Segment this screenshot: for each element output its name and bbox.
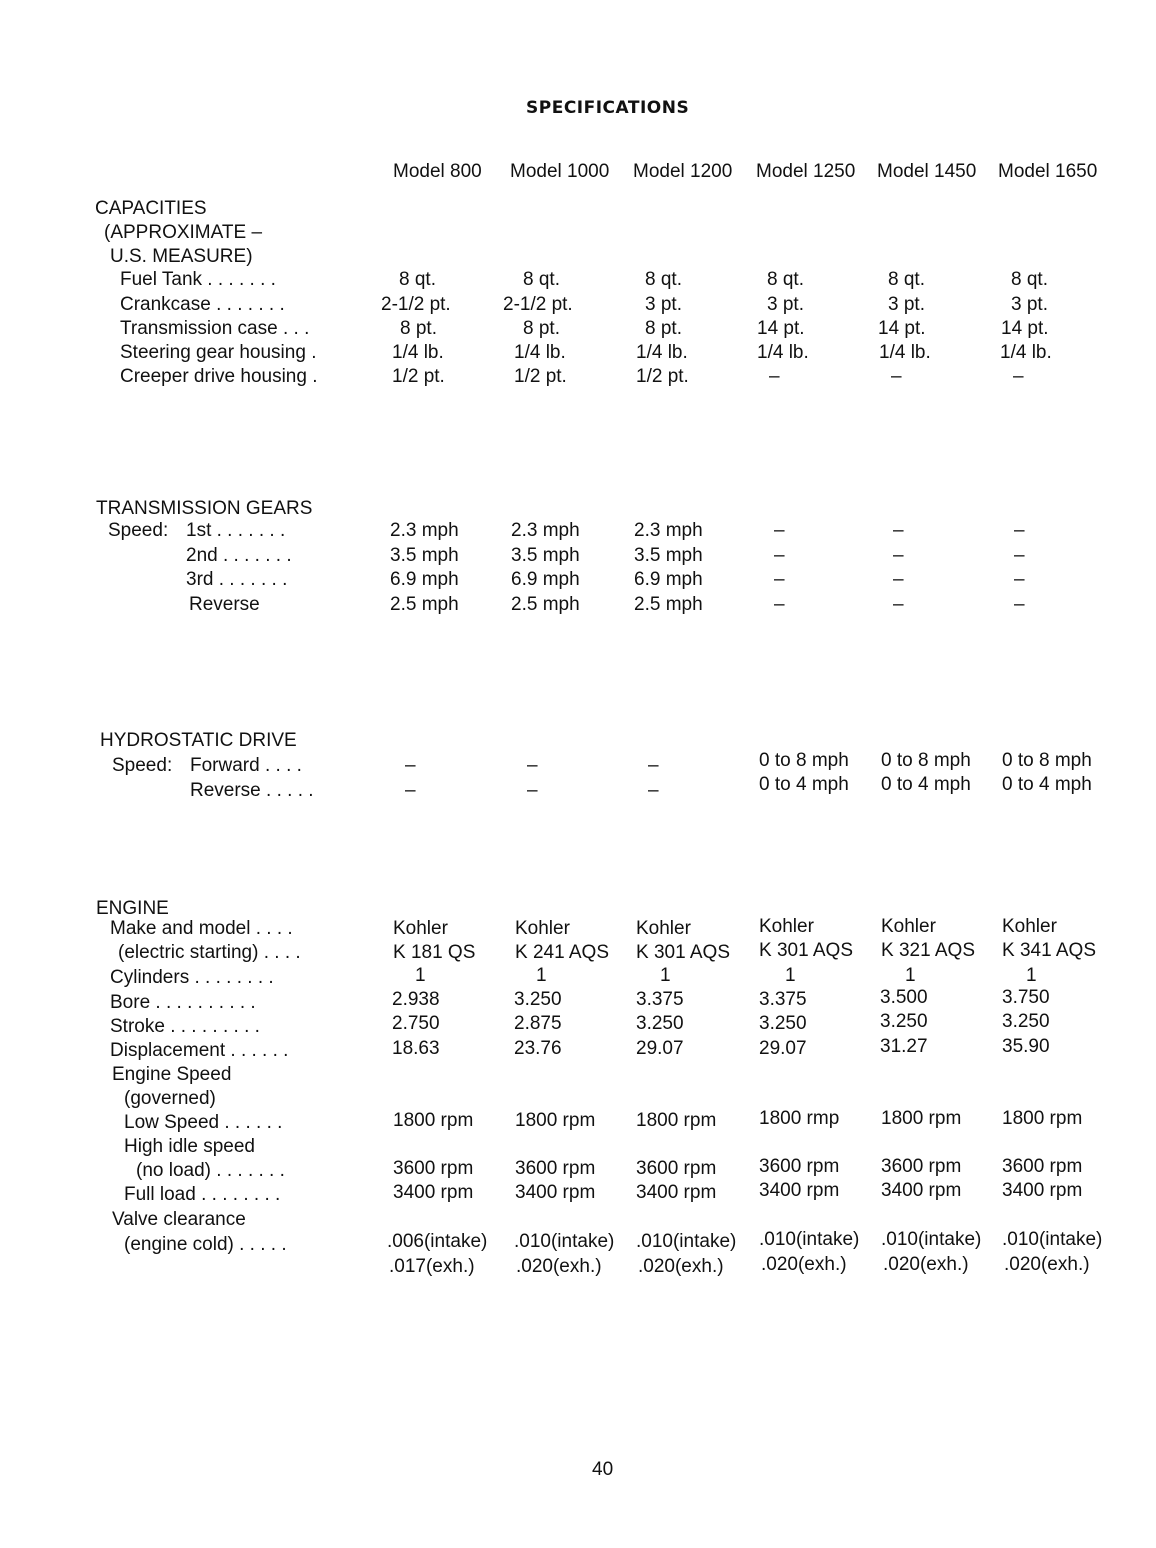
- spec-value: 3 pt.: [767, 294, 804, 315]
- spec-value: 2.5 mph: [634, 594, 703, 615]
- section-heading: HYDROSTATIC DRIVE: [100, 730, 297, 751]
- spec-value: 3.250: [759, 1013, 807, 1034]
- row-label: Reverse: [189, 594, 260, 615]
- spec-value: 2.938: [392, 989, 440, 1010]
- spec-value: Kohler: [636, 918, 691, 939]
- page-title: SPECIFICATIONS: [526, 98, 690, 118]
- spec-value: 1: [660, 965, 671, 986]
- row-label: Reverse . . . . .: [190, 780, 314, 801]
- spec-value: 2-1/2 pt.: [381, 294, 451, 315]
- spec-value: 6.9 mph: [390, 569, 459, 590]
- spec-value: –: [1014, 569, 1025, 590]
- spec-value: 8 qt.: [888, 269, 925, 290]
- spec-value: 2.875: [514, 1013, 562, 1034]
- spec-value: 3.375: [636, 989, 684, 1010]
- spec-value: 8 qt.: [767, 269, 804, 290]
- spec-value: .010(intake): [1002, 1229, 1103, 1250]
- spec-value: 1/4 lb.: [1000, 342, 1052, 363]
- section-heading: ENGINE: [96, 898, 169, 919]
- spec-value: K 301 AQS: [759, 940, 854, 961]
- row-label: Forward . . . .: [190, 755, 302, 776]
- spec-value: 3.250: [880, 1011, 928, 1032]
- page-number: 40: [592, 1459, 614, 1480]
- spec-value: Kohler: [1002, 916, 1057, 937]
- row-label: (governed): [124, 1088, 216, 1109]
- spec-value: .017(exh.): [389, 1256, 475, 1277]
- model-header: Model 800: [393, 161, 482, 182]
- spec-value: K 241 AQS: [515, 942, 610, 963]
- spec-value: 1800 rpm: [636, 1110, 717, 1131]
- spec-value: .020(exh.): [638, 1256, 724, 1277]
- spec-value: –: [774, 569, 785, 590]
- spec-value: 0 to 8 mph: [1002, 750, 1092, 771]
- spec-value: 14 pt.: [757, 318, 805, 339]
- spec-value: 18.63: [392, 1038, 440, 1059]
- spec-value: 0 to 4 mph: [881, 774, 971, 795]
- row-label: Cylinders . . . . . . . .: [110, 967, 274, 988]
- spec-value: 1800 rmp: [759, 1108, 840, 1129]
- spec-value: K 181 QS: [393, 942, 476, 963]
- spec-value: 6.9 mph: [511, 569, 580, 590]
- spec-value: 0 to 4 mph: [759, 774, 849, 795]
- section-subheading: U.S. MEASURE): [110, 246, 253, 267]
- spec-value: K 321 AQS: [881, 940, 976, 961]
- row-label: (no load) . . . . . . .: [136, 1160, 285, 1181]
- spec-value: 3.250: [1002, 1011, 1050, 1032]
- spec-value: 3.250: [636, 1013, 684, 1034]
- spec-value: 1/2 pt.: [636, 366, 689, 387]
- spec-value: 2.5 mph: [390, 594, 459, 615]
- spec-value: 3600 rpm: [515, 1158, 596, 1179]
- spec-value: 1: [536, 965, 547, 986]
- spec-value: 2-1/2 pt.: [503, 294, 573, 315]
- row-label: Low Speed . . . . . .: [124, 1112, 283, 1133]
- spec-value: 0 to 4 mph: [1002, 774, 1092, 795]
- spec-value: 1/4 lb.: [514, 342, 566, 363]
- spec-value: 1800 rpm: [881, 1108, 962, 1129]
- row-label: Transmission case . . .: [120, 318, 310, 339]
- spec-value: 3 pt.: [888, 294, 925, 315]
- spec-value: Kohler: [393, 918, 448, 939]
- spec-value: 1: [415, 965, 426, 986]
- spec-value: 1: [905, 965, 916, 986]
- spec-value: 31.27: [880, 1036, 928, 1057]
- model-header: Model 1650: [998, 161, 1098, 182]
- row-label: Steering gear housing .: [120, 342, 317, 363]
- spec-value: 1: [1026, 965, 1037, 986]
- spec-value: .010(intake): [881, 1229, 982, 1250]
- spec-value: 3400 rpm: [881, 1180, 962, 1201]
- row-label: Full load . . . . . . . .: [124, 1184, 281, 1205]
- spec-value: .020(exh.): [761, 1254, 847, 1275]
- spec-value: 8 qt.: [523, 269, 560, 290]
- row-label: Valve clearance: [112, 1209, 246, 1230]
- section-heading: TRANSMISSION GEARS: [96, 498, 313, 519]
- spec-value: .010(intake): [514, 1231, 615, 1252]
- spec-value: Kohler: [759, 916, 814, 937]
- spec-value: .010(intake): [636, 1231, 737, 1252]
- spec-value: K 341 AQS: [1002, 940, 1097, 961]
- spec-value: 3600 rpm: [881, 1156, 962, 1177]
- spec-value: –: [1013, 366, 1024, 387]
- spec-value: –: [769, 366, 780, 387]
- spec-value: 3400 rpm: [515, 1182, 596, 1203]
- spec-value: 2.3 mph: [511, 520, 580, 541]
- model-header: Model 1250: [756, 161, 856, 182]
- spec-value: –: [891, 366, 902, 387]
- spec-value: 1/2 pt.: [392, 366, 445, 387]
- spec-value: –: [893, 545, 904, 566]
- spec-value: 35.90: [1002, 1036, 1050, 1057]
- spec-value: 29.07: [759, 1038, 807, 1059]
- spec-value: 2.3 mph: [390, 520, 459, 541]
- spec-value: –: [893, 569, 904, 590]
- row-label: Creeper drive housing .: [120, 366, 318, 387]
- spec-value: 3.375: [759, 989, 807, 1010]
- spec-value: 1: [785, 965, 796, 986]
- spec-value: –: [1014, 520, 1025, 541]
- spec-value: 3.750: [1002, 987, 1050, 1008]
- spec-value: 3.5 mph: [390, 545, 459, 566]
- spec-value: 3600 rpm: [759, 1156, 840, 1177]
- spec-value: 1800 rpm: [515, 1110, 596, 1131]
- spec-value: 3400 rpm: [393, 1182, 474, 1203]
- spec-value: 14 pt.: [1001, 318, 1049, 339]
- spec-value: 8 qt.: [399, 269, 436, 290]
- spec-value: 8 qt.: [645, 269, 682, 290]
- spec-value: 3400 rpm: [1002, 1180, 1083, 1201]
- spec-value: –: [648, 780, 659, 801]
- row-label: Displacement . . . . . .: [110, 1040, 289, 1061]
- spec-value: 23.76: [514, 1038, 562, 1059]
- spec-value: –: [774, 594, 785, 615]
- row-label: (engine cold) . . . . .: [124, 1234, 287, 1255]
- spec-value: Kohler: [515, 918, 570, 939]
- spec-value: 2.750: [392, 1013, 440, 1034]
- spec-value: 1/4 lb.: [879, 342, 931, 363]
- row-label: Bore . . . . . . . . . .: [110, 992, 256, 1013]
- row-label: Stroke . . . . . . . . .: [110, 1016, 260, 1037]
- spec-value: .006(intake): [387, 1231, 488, 1252]
- model-header: Model 1200: [633, 161, 733, 182]
- spec-value: K 301 AQS: [636, 942, 731, 963]
- spec-value: Kohler: [881, 916, 936, 937]
- spec-value: 29.07: [636, 1038, 684, 1059]
- spec-value: –: [774, 520, 785, 541]
- speed-label: Speed:: [112, 755, 173, 776]
- spec-value: –: [648, 755, 659, 776]
- spec-value: –: [405, 755, 416, 776]
- section-heading: CAPACITIES: [95, 198, 207, 219]
- row-label: Make and model . . . .: [110, 918, 293, 939]
- spec-value: –: [405, 780, 416, 801]
- spec-value: 8 qt.: [1011, 269, 1048, 290]
- spec-value: 1/4 lb.: [636, 342, 688, 363]
- spec-value: 6.9 mph: [634, 569, 703, 590]
- spec-value: 14 pt.: [878, 318, 926, 339]
- spec-value: 3.5 mph: [511, 545, 580, 566]
- spec-value: 1/4 lb.: [757, 342, 809, 363]
- spec-value: 2.3 mph: [634, 520, 703, 541]
- spec-value: 8 pt.: [400, 318, 437, 339]
- spec-value: 3.250: [514, 989, 562, 1010]
- row-label: 1st . . . . . . .: [186, 520, 286, 541]
- row-label: 2nd . . . . . . .: [186, 545, 292, 566]
- spec-value: 1/4 lb.: [392, 342, 444, 363]
- spec-value: 0 to 8 mph: [759, 750, 849, 771]
- spec-value: –: [893, 520, 904, 541]
- spec-value: –: [527, 755, 538, 776]
- spec-value: –: [893, 594, 904, 615]
- spec-value: 3600 rpm: [636, 1158, 717, 1179]
- spec-value: 1/2 pt.: [514, 366, 567, 387]
- spec-value: –: [774, 545, 785, 566]
- spec-value: 3400 rpm: [636, 1182, 717, 1203]
- spec-value: 3600 rpm: [1002, 1156, 1083, 1177]
- row-label: (electric starting) . . . .: [118, 942, 301, 963]
- spec-value: 3 pt.: [645, 294, 682, 315]
- spec-value: 3 pt.: [1011, 294, 1048, 315]
- spec-value: 3.500: [880, 987, 928, 1008]
- model-header: Model 1000: [510, 161, 610, 182]
- speed-label: Speed:: [108, 520, 169, 541]
- spec-value: 1800 rpm: [1002, 1108, 1083, 1129]
- spec-value: .020(exh.): [883, 1254, 969, 1275]
- row-label: High idle speed: [124, 1136, 255, 1157]
- spec-value: .010(intake): [759, 1229, 860, 1250]
- row-label: 3rd . . . . . . .: [186, 569, 288, 590]
- spec-value: 3400 rpm: [759, 1180, 840, 1201]
- row-label: Fuel Tank . . . . . . .: [120, 269, 276, 290]
- spec-value: 1800 rpm: [393, 1110, 474, 1131]
- spec-value: .020(exh.): [516, 1256, 602, 1277]
- row-label: Crankcase . . . . . . .: [120, 294, 285, 315]
- section-subheading: (APPROXIMATE –: [104, 222, 263, 243]
- spec-value: .020(exh.): [1004, 1254, 1090, 1275]
- spec-value: 3600 rpm: [393, 1158, 474, 1179]
- spec-value: 2.5 mph: [511, 594, 580, 615]
- spec-value: –: [1014, 545, 1025, 566]
- spec-value: 0 to 8 mph: [881, 750, 971, 771]
- model-header: Model 1450: [877, 161, 977, 182]
- spec-value: 8 pt.: [645, 318, 682, 339]
- spec-value: –: [1014, 594, 1025, 615]
- row-label: Engine Speed: [112, 1064, 232, 1085]
- spec-value: –: [527, 780, 538, 801]
- spec-value: 8 pt.: [523, 318, 560, 339]
- spec-value: 3.5 mph: [634, 545, 703, 566]
